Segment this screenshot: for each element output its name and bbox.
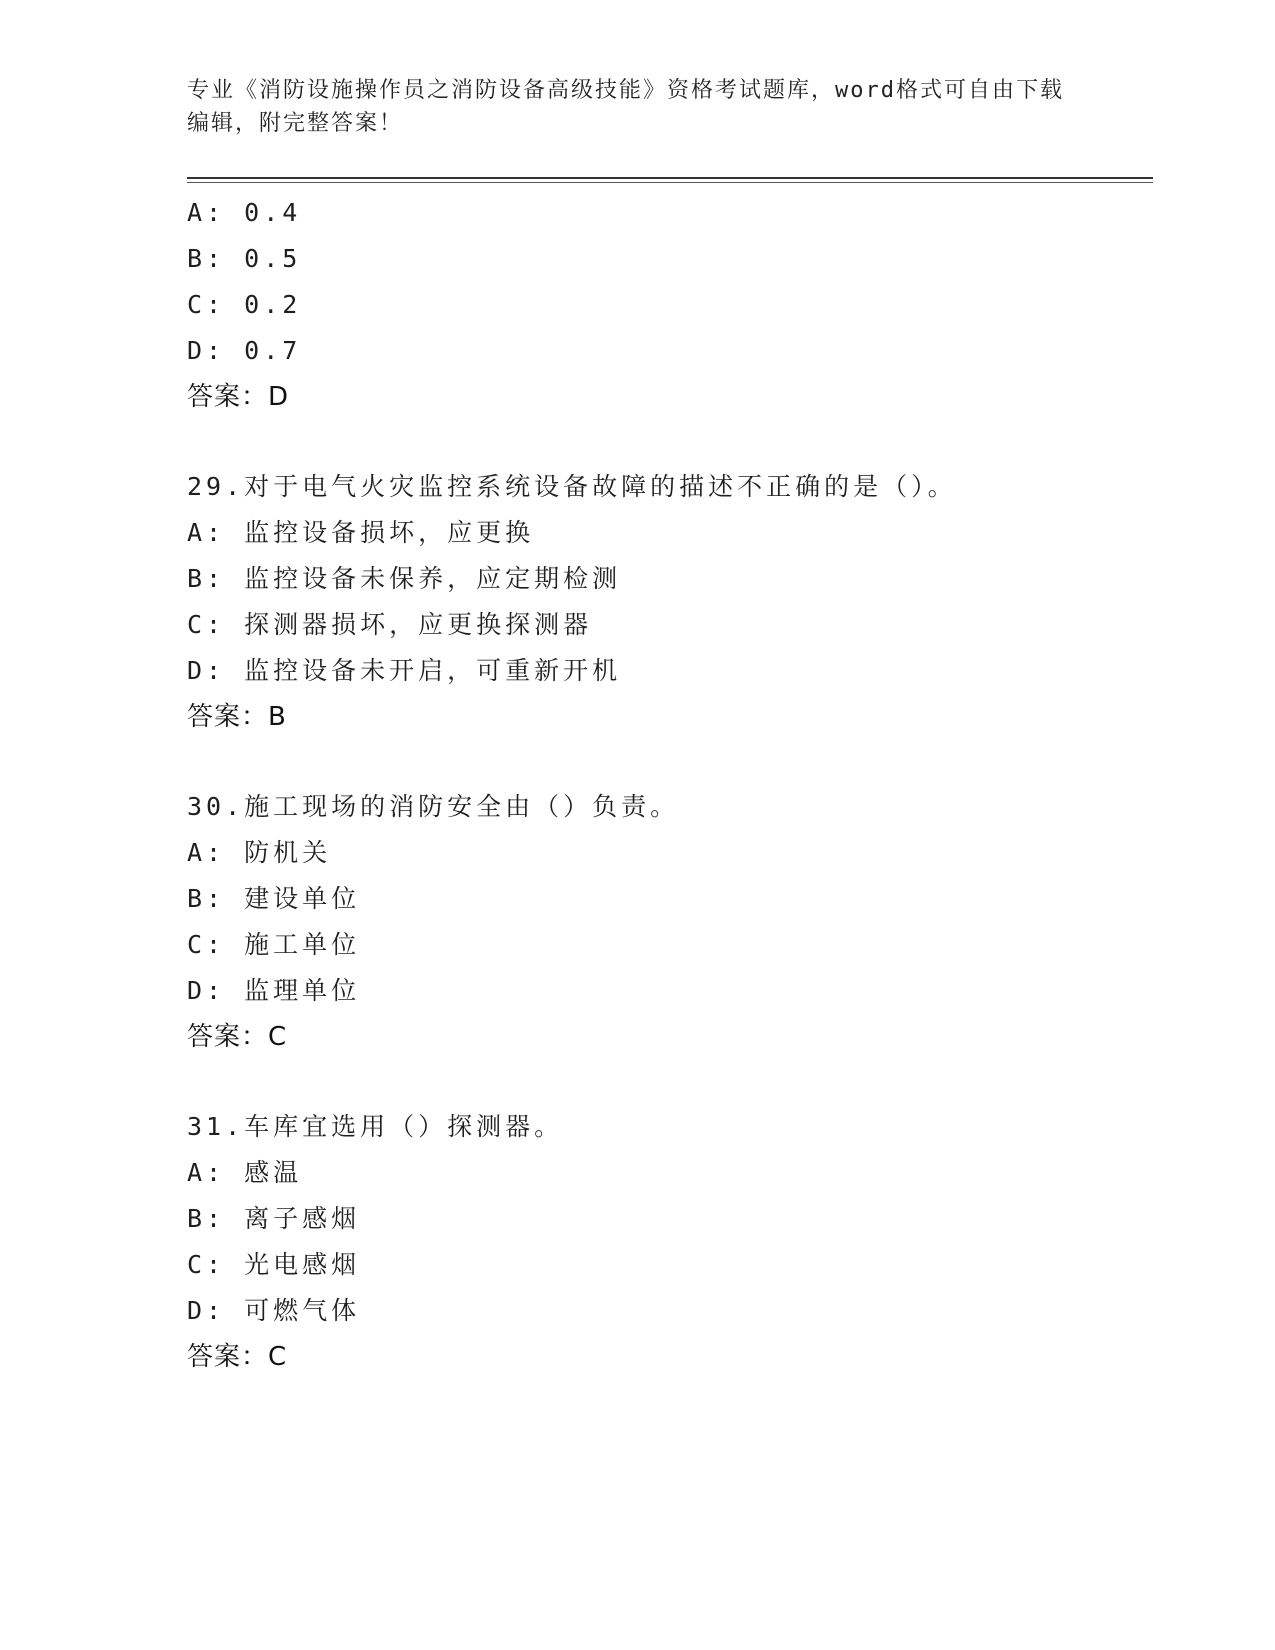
option-d: D: 监控设备未开启，可重新开机 (187, 656, 622, 685)
option-c: C: 施工单位 (187, 930, 361, 959)
question-block-30 (187, 784, 1147, 1060)
question-list (187, 190, 1147, 1380)
header-rule-thick (187, 177, 1153, 179)
option-b: B: 0.5 (187, 244, 302, 273)
option-a: A: 感温 (187, 1158, 303, 1187)
option-a: A: 0.4 (187, 198, 302, 227)
document-header: 专业《消防设施操作员之消防设备高级技能》资格考试题库，word格式可自由下载编辑，附完整答案！ (187, 78, 1064, 136)
question-text: 29.对于电气火灾监控系统设备故障的描述不正确的是（）。 (187, 472, 957, 501)
question-block-28 (187, 190, 1147, 420)
option-b: B: 建设单位 (187, 884, 361, 913)
answer-line: 答案：C (187, 1342, 288, 1372)
question-block-31 (187, 1104, 1147, 1380)
option-a: A: 监控设备损坏，应更换 (187, 518, 535, 547)
option-d: D: 可燃气体 (187, 1296, 361, 1325)
option-d: D: 监理单位 (187, 976, 361, 1005)
question-block-29 (187, 464, 1147, 740)
option-c: C: 探测器损坏，应更换探测器 (187, 610, 593, 639)
question-text: 31.车库宜选用（）探测器。 (187, 1112, 564, 1141)
header-rule-thin (187, 182, 1153, 183)
option-d: D: 0.7 (187, 336, 302, 365)
option-b: B: 离子感烟 (187, 1204, 361, 1233)
answer-line: 答案：D (187, 382, 290, 412)
option-c: C: 光电感烟 (187, 1250, 361, 1279)
answer-line: 答案：C (187, 1022, 288, 1052)
option-b: B: 监控设备未保养，应定期检测 (187, 564, 622, 593)
option-c: C: 0.2 (187, 290, 302, 319)
answer-line: 答案：B (187, 702, 287, 732)
question-text: 30.施工现场的消防安全由（）负责。 (187, 792, 680, 821)
option-a: A: 防机关 (187, 838, 332, 867)
